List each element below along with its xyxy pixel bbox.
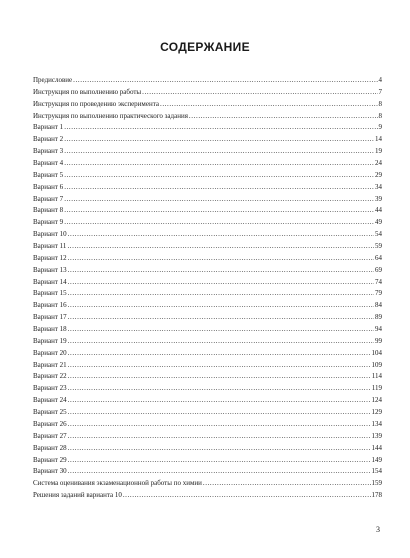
toc-dot-leader bbox=[68, 348, 371, 360]
toc-entry bbox=[33, 383, 382, 395]
toc-dot-leader bbox=[68, 229, 374, 241]
toc-entry-label: Вариант 7 bbox=[33, 194, 64, 203]
toc-dot-leader bbox=[64, 205, 374, 217]
toc-entry-page: 24 bbox=[375, 159, 382, 168]
toc-entry bbox=[33, 478, 382, 490]
toc-entry bbox=[33, 75, 382, 87]
toc-entry-page: 29 bbox=[375, 170, 382, 179]
toc-entry-page: 109 bbox=[371, 360, 382, 369]
toc-entry-label: Вариант 28 bbox=[33, 443, 67, 452]
toc-entry-page: 8 bbox=[378, 99, 382, 108]
toc-entry bbox=[33, 336, 382, 348]
toc-entry-label: Вариант 8 bbox=[33, 206, 64, 215]
toc-entry bbox=[33, 455, 382, 467]
toc-entry-label: Вариант 2 bbox=[33, 135, 64, 144]
toc-entry bbox=[33, 324, 382, 336]
toc-dot-leader bbox=[68, 360, 371, 372]
toc-entry-page: 94 bbox=[375, 325, 382, 334]
toc-entry-label: Решения заданий варианта 10 bbox=[33, 491, 122, 500]
toc-entry-page: 104 bbox=[371, 348, 382, 357]
toc-entry-page: 89 bbox=[375, 313, 382, 322]
toc-entry-label: Вариант 10 bbox=[33, 230, 67, 239]
toc-entry bbox=[33, 371, 382, 383]
toc-entry-label: Инструкция по выполнению работы bbox=[33, 87, 142, 96]
toc-entry-page: 178 bbox=[371, 491, 382, 500]
toc-dot-leader bbox=[64, 217, 374, 229]
toc-entry bbox=[33, 217, 382, 229]
toc-entry-label: Вариант 4 bbox=[33, 159, 64, 168]
toc-entry bbox=[33, 277, 382, 289]
toc-entry bbox=[33, 205, 382, 217]
table-of-contents bbox=[33, 75, 382, 502]
toc-dot-leader bbox=[67, 241, 374, 253]
toc-entry bbox=[33, 395, 382, 407]
toc-dot-leader bbox=[68, 466, 371, 478]
toc-entry-page: 79 bbox=[375, 289, 382, 298]
toc-entry-label: Вариант 11 bbox=[33, 242, 67, 251]
toc-dot-leader bbox=[64, 134, 374, 146]
toc-entry-page: 99 bbox=[375, 336, 382, 345]
toc-entry bbox=[33, 158, 382, 170]
toc-dot-leader bbox=[203, 478, 371, 490]
toc-entry bbox=[33, 419, 382, 431]
toc-entry bbox=[33, 87, 382, 99]
toc-entry bbox=[33, 312, 382, 324]
toc-entry bbox=[33, 265, 382, 277]
toc-entry-page: 139 bbox=[371, 431, 382, 440]
toc-entry bbox=[33, 253, 382, 265]
toc-dot-leader bbox=[68, 407, 371, 419]
toc-entry-label: Вариант 29 bbox=[33, 455, 67, 464]
toc-entry-page: 7 bbox=[378, 87, 382, 96]
toc-entry bbox=[33, 111, 382, 123]
toc-dot-leader bbox=[64, 122, 377, 134]
toc-dot-leader bbox=[189, 111, 378, 123]
toc-dot-leader bbox=[68, 395, 371, 407]
toc-dot-leader bbox=[68, 277, 374, 289]
toc-entry-label: Вариант 24 bbox=[33, 396, 67, 405]
toc-dot-leader bbox=[68, 324, 374, 336]
toc-dot-leader bbox=[142, 87, 377, 99]
toc-entry-label: Вариант 27 bbox=[33, 431, 67, 440]
toc-entry bbox=[33, 241, 382, 253]
toc-entry bbox=[33, 300, 382, 312]
toc-entry-label: Вариант 19 bbox=[33, 336, 67, 345]
toc-entry-label: Вариант 18 bbox=[33, 325, 67, 334]
toc-entry-label: Вариант 22 bbox=[33, 372, 67, 381]
toc-dot-leader bbox=[73, 75, 377, 87]
toc-entry bbox=[33, 407, 382, 419]
toc-entry-label: Вариант 12 bbox=[33, 253, 67, 262]
toc-entry bbox=[33, 288, 382, 300]
toc-entry-page: 154 bbox=[371, 467, 382, 476]
toc-entry-label: Вариант 15 bbox=[33, 289, 67, 298]
toc-entry-label: Вариант 25 bbox=[33, 408, 67, 417]
toc-entry-page: 144 bbox=[371, 443, 382, 452]
toc-entry-page: 59 bbox=[375, 242, 382, 251]
toc-entry-label: Вариант 23 bbox=[33, 384, 67, 393]
toc-entry bbox=[33, 443, 382, 455]
toc-entry-page: 39 bbox=[375, 194, 382, 203]
toc-entry-page: 8 bbox=[378, 111, 382, 120]
toc-entry-page: 119 bbox=[371, 384, 382, 393]
toc-dot-leader bbox=[68, 336, 374, 348]
toc-entry bbox=[33, 466, 382, 478]
toc-entry bbox=[33, 122, 382, 134]
toc-entry-label: Инструкция по выполнению практического задания bbox=[33, 111, 188, 120]
toc-entry-label: Система оценивания экзаменационной работы по химии bbox=[33, 479, 202, 488]
toc-entry-page: 44 bbox=[375, 206, 382, 215]
toc-dot-leader bbox=[160, 99, 378, 111]
toc-dot-leader bbox=[68, 265, 374, 277]
toc-entry-label: Вариант 16 bbox=[33, 301, 67, 310]
toc-entry-page: 124 bbox=[371, 396, 382, 405]
toc-entry-label: Вариант 26 bbox=[33, 419, 67, 428]
toc-entry-label: Вариант 9 bbox=[33, 218, 64, 227]
toc-dot-leader bbox=[68, 419, 371, 431]
toc-entry-page: 54 bbox=[375, 230, 382, 239]
toc-dot-leader bbox=[68, 312, 374, 324]
toc-dot-leader bbox=[68, 253, 374, 265]
toc-entry bbox=[33, 194, 382, 206]
toc-entry-page: 149 bbox=[371, 455, 382, 464]
toc-entry-page: 129 bbox=[371, 408, 382, 417]
toc-dot-leader bbox=[64, 182, 374, 194]
toc-entry bbox=[33, 229, 382, 241]
toc-dot-leader bbox=[64, 146, 374, 158]
toc-entry bbox=[33, 99, 382, 111]
toc-entry-page: 64 bbox=[375, 253, 382, 262]
toc-entry-label: Предисловие bbox=[33, 76, 73, 84]
toc-entry bbox=[33, 134, 382, 146]
toc-entry-page: 34 bbox=[375, 182, 382, 191]
toc-entry-label: Вариант 17 bbox=[33, 313, 67, 322]
toc-entry bbox=[33, 360, 382, 372]
toc-entry-page: 114 bbox=[371, 372, 382, 381]
toc-entry-page: 159 bbox=[371, 479, 382, 488]
toc-dot-leader bbox=[68, 288, 374, 300]
toc-entry-label: Вариант 13 bbox=[33, 265, 67, 274]
page-number: 3 bbox=[376, 525, 380, 534]
toc-dot-leader bbox=[68, 455, 371, 467]
toc-dot-leader bbox=[68, 383, 371, 395]
toc-dot-leader bbox=[68, 371, 371, 383]
toc-entry bbox=[33, 490, 382, 502]
toc-entry-page: 69 bbox=[375, 265, 382, 274]
toc-entry-page: 19 bbox=[375, 147, 382, 156]
toc-dot-leader bbox=[64, 170, 374, 182]
toc-entry-label: Вариант 14 bbox=[33, 277, 67, 286]
toc-entry-label: Вариант 1 bbox=[33, 123, 64, 132]
toc-entry bbox=[33, 170, 382, 182]
toc-dot-leader bbox=[64, 158, 374, 170]
toc-entry bbox=[33, 431, 382, 443]
toc-dot-leader bbox=[64, 194, 374, 206]
toc-entry-label: Вариант 30 bbox=[33, 467, 67, 476]
toc-entry bbox=[33, 348, 382, 360]
toc-entry-label: Вариант 20 bbox=[33, 348, 67, 357]
toc-entry-page: 49 bbox=[375, 218, 382, 227]
toc-dot-leader bbox=[123, 490, 371, 502]
toc-entry-label: Вариант 5 bbox=[33, 170, 64, 179]
toc-entry-label: Вариант 6 bbox=[33, 182, 64, 191]
toc-entry-page: 14 bbox=[375, 135, 382, 144]
toc-entry bbox=[33, 182, 382, 194]
toc-entry-page: 84 bbox=[375, 301, 382, 310]
toc-entry-page: 4 bbox=[378, 76, 382, 84]
toc-entry-page: 134 bbox=[371, 419, 382, 428]
toc-entry bbox=[33, 146, 382, 158]
toc-entry-label: Вариант 3 bbox=[33, 147, 64, 156]
toc-dot-leader bbox=[68, 300, 374, 312]
toc-dot-leader bbox=[68, 431, 371, 443]
toc-entry-label: Инструкция по проведению эксперимента bbox=[33, 99, 159, 108]
toc-entry-page: 9 bbox=[378, 123, 382, 132]
toc-entry-label: Вариант 21 bbox=[33, 360, 67, 369]
toc-entry-page: 74 bbox=[375, 277, 382, 286]
page-title: СОДЕРЖАНИЕ bbox=[160, 40, 250, 54]
toc-dot-leader bbox=[68, 443, 371, 455]
